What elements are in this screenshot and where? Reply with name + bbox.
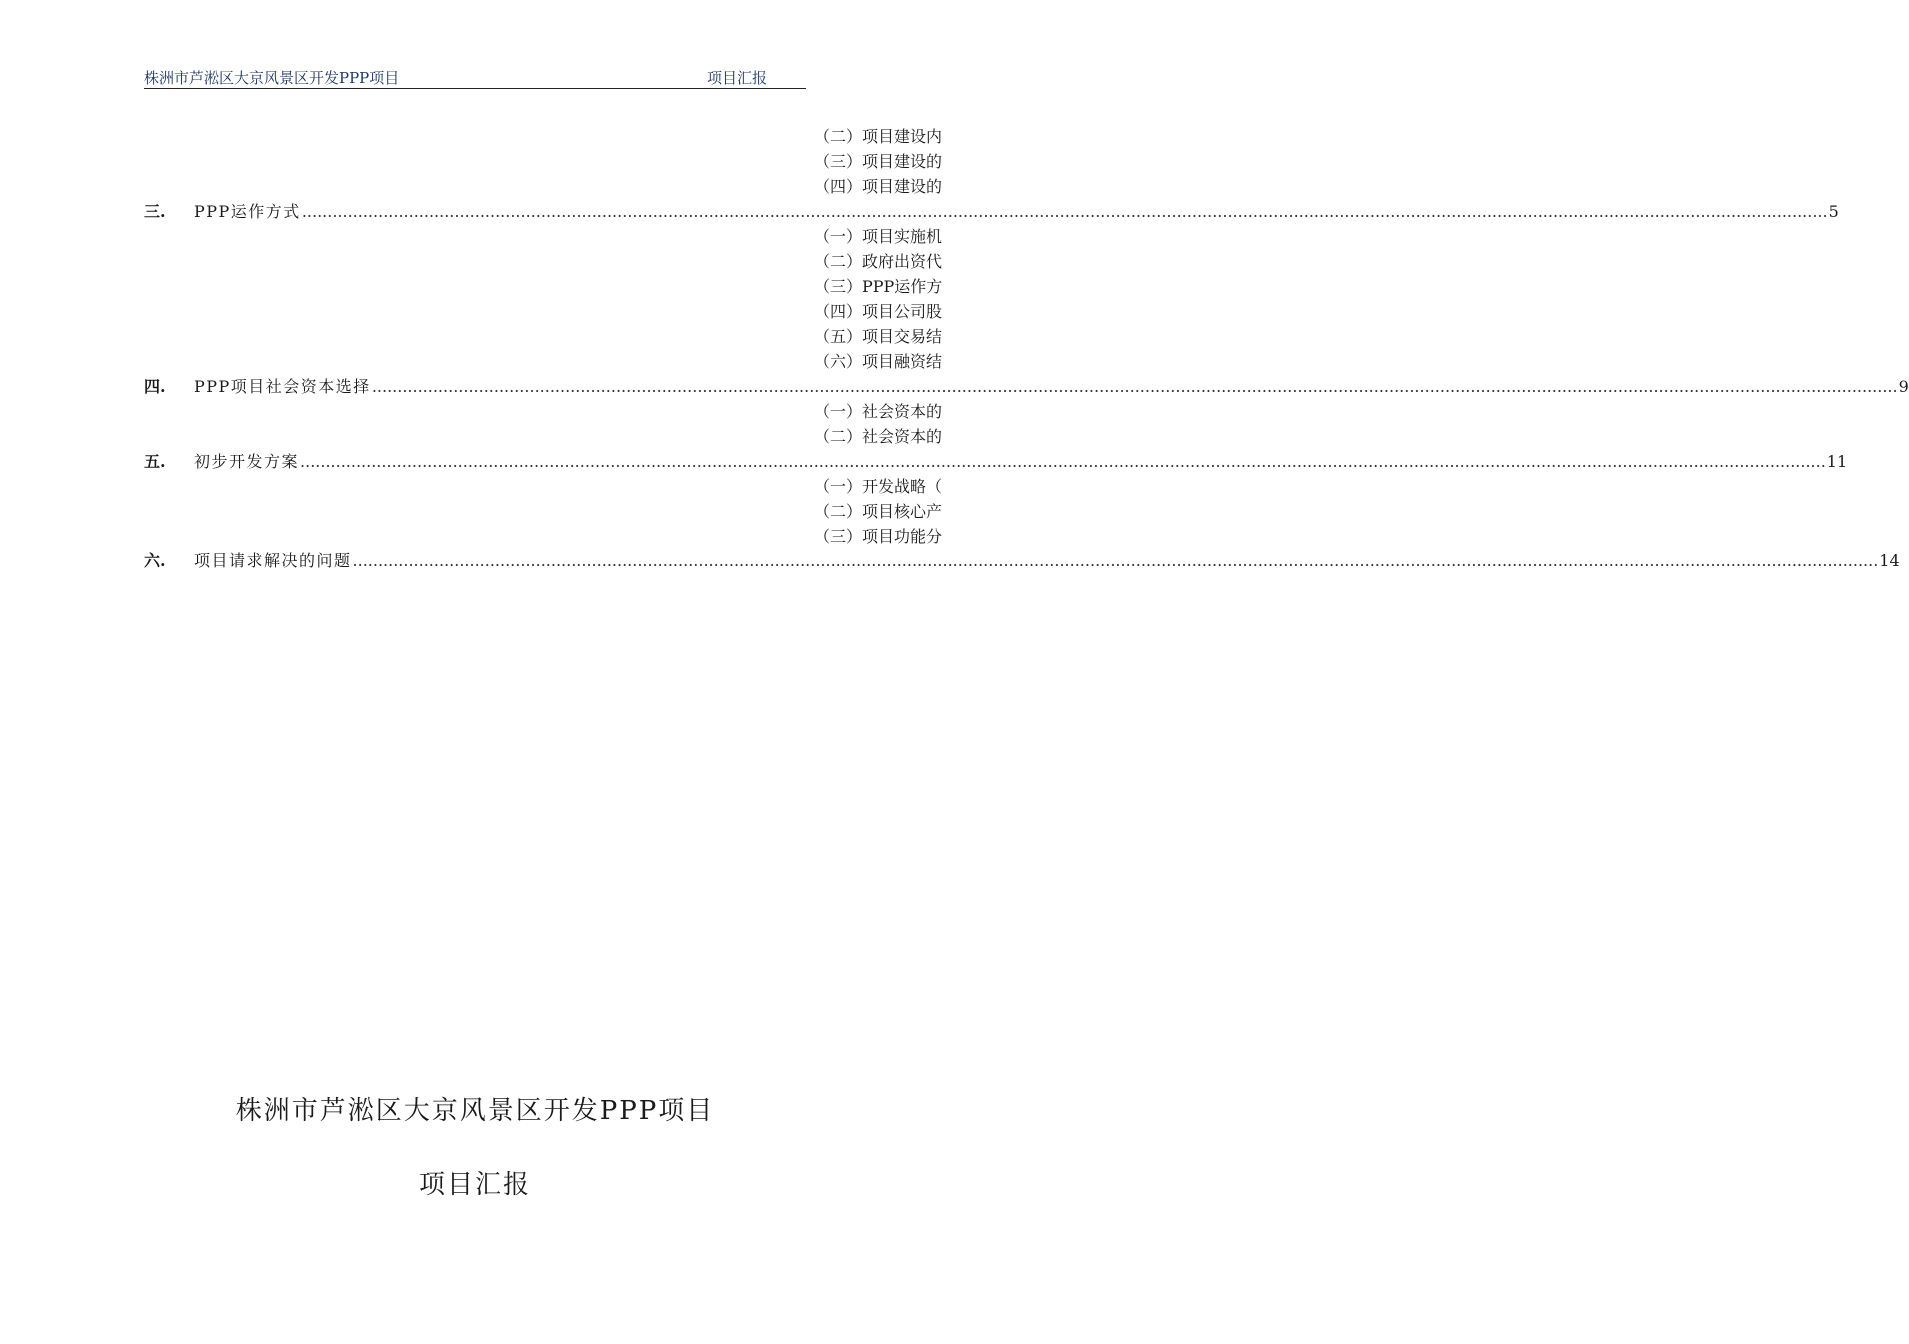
toc-entry-title: PPP项目社会资本选择	[194, 377, 371, 396]
toc-entry-page: 5	[1828, 202, 1839, 221]
toc-sub-item[interactable]: （二）项目建设内	[814, 127, 943, 146]
toc-sub-item[interactable]: （二）社会资本的	[814, 427, 943, 446]
header-doc-type: 项目汇报	[707, 69, 768, 87]
cover-title: 株洲市芦淞区大京风景区开发PPP项目	[235, 1096, 715, 1126]
toc-sub-item[interactable]: （二）项目核心产	[814, 502, 943, 521]
toc-entry-page: 11	[1826, 452, 1848, 471]
toc-leader-dots: ............................................................................................................................................................................................................................................................................................................	[371, 377, 1898, 396]
toc-entry-title: PPP运作方式	[194, 202, 301, 221]
toc-sub-item[interactable]: （三）项目建设的	[814, 152, 943, 171]
toc-entry-number: 五.	[144, 452, 166, 471]
toc-leader-dots: ............................................................................................................................................................................................................................................................................................................	[352, 551, 1879, 570]
toc-sub-item[interactable]: （一）社会资本的	[814, 402, 943, 421]
toc-entry-title: 初步开发方案	[194, 452, 300, 471]
toc-leader-dots: ............................................................................................................................................................................................................................................................................................................	[301, 202, 1828, 221]
toc-leader-dots: ............................................................................................................................................................................................................................................................................................................	[300, 452, 1826, 471]
page-header	[144, 68, 806, 89]
toc-entry-social-capital[interactable]	[144, 375, 1909, 399]
toc-entry-page: 14	[1879, 551, 1900, 570]
toc-entry-ppp-operation[interactable]	[144, 200, 1839, 224]
toc-entry-page: 9	[1898, 377, 1909, 396]
toc-sub-item[interactable]: （一）开发战略（	[814, 477, 943, 496]
cover-subtitle: 项目汇报	[418, 1170, 531, 1200]
toc-sub-item[interactable]: （一）项目实施机	[814, 227, 943, 246]
header-project-name: 株洲市芦淞区大京风景区开发PPP项目	[144, 69, 400, 87]
toc-entry-number: 四.	[144, 377, 166, 396]
toc-sub-item[interactable]: （二）政府出资代	[814, 252, 943, 271]
toc-entry-number: 三.	[144, 202, 166, 221]
toc-entry-issues[interactable]	[144, 549, 1900, 573]
toc-sub-item[interactable]: （四）项目公司股	[814, 302, 943, 321]
toc-sub-item[interactable]: （三）项目功能分	[814, 527, 943, 546]
toc-sub-item[interactable]: （三）PPP运作方	[814, 277, 943, 296]
toc-entry-development-plan[interactable]	[144, 450, 1848, 474]
toc-entry-number: 六.	[144, 551, 166, 570]
toc-entry-title: 项目请求解决的问题	[194, 551, 352, 570]
toc-sub-item[interactable]: （五）项目交易结	[814, 327, 943, 346]
toc-sub-item[interactable]: （四）项目建设的	[814, 177, 943, 196]
toc-sub-item[interactable]: （六）项目融资结	[814, 352, 943, 371]
